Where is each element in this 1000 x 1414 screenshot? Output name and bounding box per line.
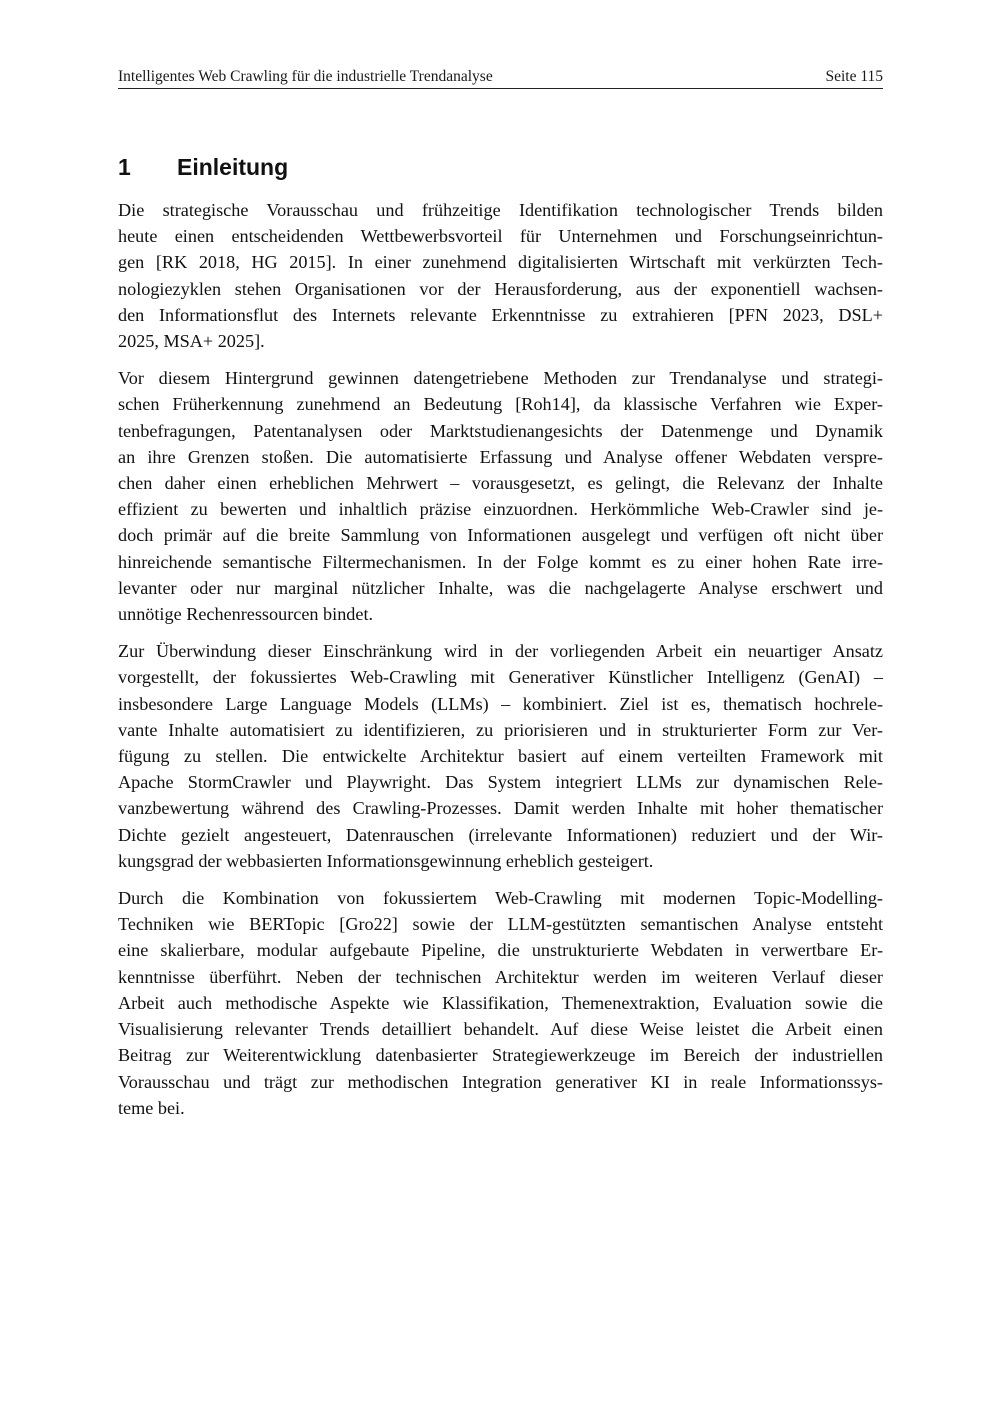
text-line: levanter oder nur marginal nützlicher Inhalte, was die nachgelagerte Analyse erschwert und — [118, 577, 883, 598]
paragraph-4 — [118, 885, 883, 1121]
paragraph-1 — [118, 197, 883, 354]
text-line: fügung zu stellen. Die entwickelte Architektur basiert auf einem verteilten Framework mit — [118, 746, 883, 767]
text-line: vorgestellt, der fokussiertes Web-Crawling mit Generativer Künstlicher Intelligenz (GenAI) – — [118, 667, 883, 688]
text-line: Die strategische Vorausschau und frühzeitige Identifikation technologischer Trends bilden — [118, 200, 883, 220]
text-line: tenbefragungen, Patentanalysen oder Marktstudienangesichts der Datenmenge und Dynamik — [118, 420, 883, 441]
text-line: 2025, MSA+ 2025]. — [118, 331, 265, 352]
text-line: nologiezyklen stehen Organisationen vor der Herausforderung, aus der exponentiell wachsen- — [118, 278, 883, 299]
running-header — [118, 66, 883, 89]
text-line: den Informationsflut des Internets relevante Erkenntnisse zu extrahieren [PFN 2023, DSL+ — [118, 304, 883, 325]
text-line: chen daher einen erheblichen Mehrwert – vorausgesetzt, es gelingt, die Relevanz der Inhalte — [118, 473, 883, 494]
text-line: Techniken wie BERTopic [Gro22] sowie der LLM-gestützten semantischen Analyse entsteht — [118, 914, 883, 935]
text-line: an ihre Grenzen stoßen. Die automatisierte Erfassung und Analyse offener Webdaten verspre- — [118, 446, 883, 467]
text-line: kungsgrad der webbasierten Informationsgewinnung erheblich gesteigert. — [118, 850, 654, 871]
paragraph-2 — [118, 365, 883, 627]
text-line: kenntnisse überführt. Neben der technischen Architektur werden im weiteren Verlauf dieser — [118, 966, 883, 987]
header-title: Intelligentes Web Crawling für die industrielle Trendanalyse — [118, 68, 493, 85]
text-line: Visualisierung relevanter Trends detailliert behandelt. Auf diese Weise leistet die Arbeit einen — [118, 1019, 883, 1040]
text-line: effizient zu bewerten und inhaltlich präzise einzuordnen. Herkömmliche Web-Crawler sind je- — [118, 499, 883, 520]
text-line: schen Früherkennung zunehmend an Bedeutung [Roh14], da klassische Verfahren wie Exper- — [118, 394, 883, 415]
text-line: Apache StormCrawler und Playwright. Das System integriert LLMs zur dynamischen Rele- — [118, 772, 883, 793]
section-title: Einleitung — [177, 154, 289, 180]
text-line: doch primär auf die breite Sammlung von Informationen ausgelegt und verfügen oft nicht über — [118, 525, 883, 546]
text-line: teme bei. — [118, 1097, 185, 1118]
text-line: Vorausschau und trägt zur methodischen Integration generativer KI in reale Informationssys- — [118, 1071, 883, 1092]
text-line: gen [RK 2018, HG 2015]. In einer zunehmend digitalisierten Wirtschaft mit verkürzten Tech- — [118, 252, 883, 273]
text-line: Dichte gezielt angesteuert, Datenrauschen (irrelevante Informationen) reduziert und der Wir- — [118, 824, 883, 845]
paragraph-3 — [118, 638, 883, 874]
section-number: 1 — [118, 154, 131, 180]
text-line: hinreichende semantische Filtermechanismen. In der Folge kommt es zu einer hohen Rate irre- — [118, 551, 883, 572]
text-line: vante Inhalte automatisiert zu identifizieren, zu priorisieren und in strukturierter Form zur Ver- — [118, 719, 883, 740]
header-page-number: Seite 115 — [825, 68, 883, 85]
text-line: Arbeit auch methodische Aspekte wie Klassifikation, Themenextraktion, Evaluation sowie die — [118, 992, 883, 1013]
text-line: heute einen entscheidenden Wettbewerbsvorteil für Unternehmen und Forschungseinrichtun- — [118, 226, 883, 247]
text-line: eine skalierbare, modular aufgebaute Pipeline, die unstrukturierte Webdaten in verwertbare Er- — [118, 940, 883, 961]
text-line: Vor diesem Hintergrund gewinnen datengetriebene Methoden zur Trendanalyse und strategi- — [118, 368, 883, 389]
body-text — [118, 197, 883, 1132]
section-heading — [118, 152, 883, 182]
text-line: Zur Überwindung dieser Einschränkung wird in der vorliegenden Arbeit ein neuartiger Ansatz — [118, 641, 883, 662]
text-line: unnötige Rechenressourcen bindet. — [118, 604, 374, 625]
text-line: vanzbewertung während des Crawling-Prozesses. Damit werden Inhalte mit hoher thematischer — [118, 798, 883, 819]
text-line: Beitrag zur Weiterentwicklung datenbasierter Strategiewerkzeuge im Bereich der industriellen — [118, 1045, 883, 1066]
text-line: Durch die Kombination von fokussiertem Web-Crawling mit modernen Topic-Modelling- — [118, 888, 883, 909]
text-line: insbesondere Large Language Models (LLMs) – kombiniert. Ziel ist es, thematisch hochrele- — [118, 693, 883, 714]
